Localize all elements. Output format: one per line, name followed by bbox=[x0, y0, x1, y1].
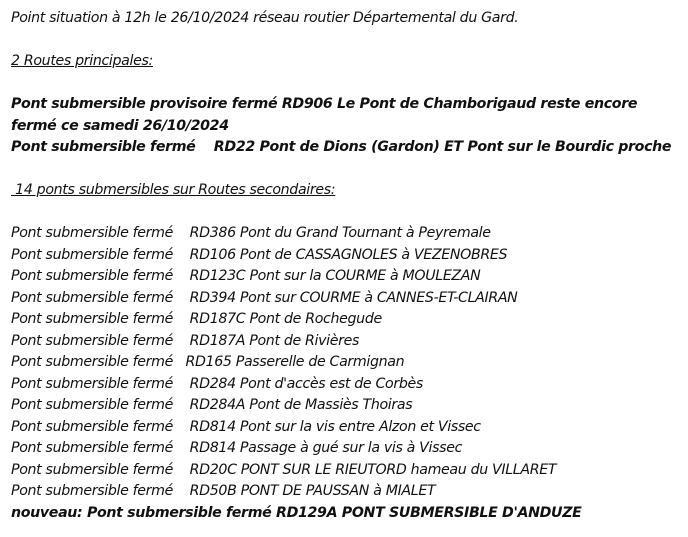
spacer bbox=[11, 202, 683, 224]
bridge-item: Pont submersible fermé RD123C Pont sur la COURME à MOULEZAN bbox=[11, 268, 481, 284]
bridge-item: Pont submersible fermé RD284A Pont de Massiès Thoiras bbox=[11, 397, 413, 413]
spacer bbox=[11, 30, 683, 52]
bridge-item: Pont submersible fermé RD284 Pont d'accès est de Corbès bbox=[11, 375, 423, 392]
bridge-item: Pont submersible fermé RD187C Pont de Rochegude bbox=[11, 311, 382, 327]
bridge-item: Pont submersible fermé RD165 Passerelle de Carmignan bbox=[11, 354, 405, 370]
bridge-item: Pont submersible fermé RD814 Passage à gué sur la vis à Vissec bbox=[11, 440, 463, 456]
secondary-routes-heading: 14 ponts submersibles sur Routes secondaires: bbox=[11, 182, 336, 198]
main-route-item: Pont submersible fermé RD22 Pont de Dions (Gardon) ET Pont sur le Bourdic proche bbox=[11, 139, 672, 155]
bridge-item: Pont submersible fermé RD20C PONT SUR LE RIEUTORD hameau du VILLARET bbox=[11, 461, 557, 478]
main-route-item: Pont submersible provisoire fermé RD906 Le Pont de Chamborigaud reste encore fermé ce samedi 26/10/2024 bbox=[11, 96, 638, 134]
bridge-item: Pont submersible fermé RD814 Pont sur la vis entre Alzon et Vissec bbox=[11, 418, 481, 435]
bridge-item: Pont submersible fermé RD106 Pont de CASSAGNOLES à VEZENOBRES bbox=[11, 246, 508, 263]
bridge-item: Pont submersible fermé RD50B PONT DE PAUSSAN à MIALET bbox=[11, 483, 436, 499]
situation-header: Point situation à 12h le 26/10/2024 réseau routier Départemental du Gard. bbox=[11, 10, 519, 26]
document bbox=[11, 8, 683, 524]
spacer bbox=[11, 159, 683, 181]
bridge-item: Pont submersible fermé RD394 Pont sur COURME à CANNES-ET-CLAIRAN bbox=[11, 289, 518, 306]
main-routes-heading: 2 Routes principales: bbox=[11, 53, 153, 69]
bridge-item: Pont submersible fermé RD187A Pont de Rivières bbox=[11, 332, 360, 349]
new-bridge-item: nouveau: Pont submersible fermé RD129A PONT SUBMERSIBLE D'ANDUZE bbox=[11, 504, 582, 521]
bridge-item: Pont submersible fermé RD386 Pont du Grand Tournant à Peyremale bbox=[11, 225, 491, 241]
spacer bbox=[11, 73, 683, 95]
